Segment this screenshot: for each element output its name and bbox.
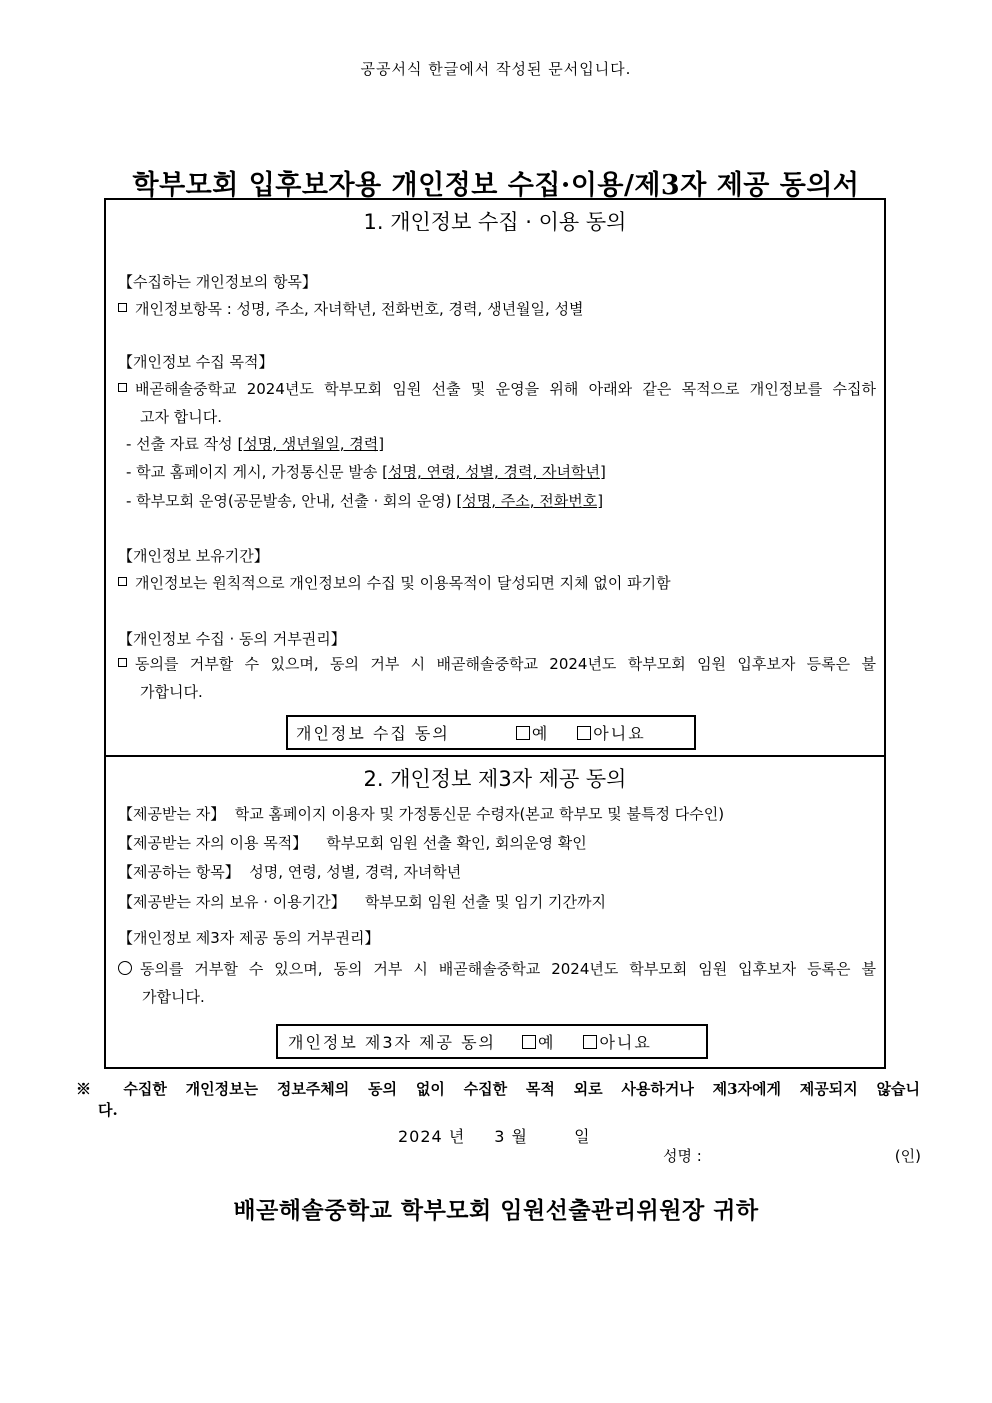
provided-items-line [118, 861, 461, 882]
checkbox-icon[interactable] [577, 726, 591, 740]
refusal-line1: 동의를 거부할 수 있으며, 동의 거부 시 배곧해솔중학교 2024년도 학부모회 임원 입후보자 등록은 불 [135, 655, 876, 673]
yes-label: 예 [531, 724, 550, 743]
purpose-line2: 고자 합니다. [140, 408, 222, 426]
date-year-unit: 년 [448, 1127, 466, 1146]
purpose-item-text: - 선출 자료 작성 [126, 435, 238, 453]
square-bullet-icon [118, 303, 127, 312]
refusal-paragraph [118, 650, 876, 706]
consent-form-box [104, 198, 886, 1069]
items-line [118, 298, 584, 319]
section1-heading: 1. 개인정보 수집 · 이용 동의 [363, 210, 627, 234]
section-collection-consent [106, 200, 884, 757]
third-party-refusal-label: 【개인정보 제3자 제공 동의 거부권리】 [118, 929, 380, 947]
use-purpose-text: 학부모회 임원 선출 확인, 회의운영 확인 [326, 834, 587, 852]
collection-agree-no[interactable] [577, 721, 645, 744]
date-month[interactable]: 3 [494, 1127, 506, 1146]
checkbox-icon[interactable] [516, 726, 530, 740]
retention-period-text: 학부모회 임원 선출 및 임기 기간까지 [364, 893, 607, 911]
retention-label: 【개인정보 보유기간】 [118, 547, 269, 565]
purpose-item-1 [126, 433, 384, 454]
signature-line [663, 1145, 921, 1166]
no-label: 아니요 [593, 724, 646, 743]
third-party-refusal-line1: 동의를 거부할 수 있으며, 동의 거부 시 배곧해솔중학교 2024년도 학부모회 임원 입후보자 등록은 불 [140, 960, 876, 978]
square-bullet-icon [118, 577, 127, 586]
provided-items-label: 【제공하는 항목】 [118, 863, 240, 881]
refusal-line2: 가합니다. [140, 683, 203, 701]
yes-label: 예 [538, 1033, 556, 1052]
third-party-agree-label: 개인정보 제3자 제공 동의 [288, 1033, 496, 1052]
retention-text: 개인정보는 원칙적으로 개인정보의 수집 및 이용목적이 달성되면 지체 없이 파기함 [135, 574, 671, 592]
no-label: 아니요 [599, 1033, 652, 1052]
third-party-agree-yes[interactable] [522, 1030, 555, 1053]
notice-line1: ※ 수집한 개인정보는 정보주체의 동의 없이 수집한 목적 외로 사용하거나 제3자에게 제공되지 않습니 [76, 1080, 920, 1098]
collection-agree-box [286, 715, 696, 750]
purpose-item-detail: [성명, 주소, 전화번호] [456, 492, 604, 510]
retention-period-line [118, 891, 606, 912]
provided-items-text: 성명, 연령, 성별, 경력, 자녀학년 [249, 863, 462, 881]
third-party-refusal-line2: 가합니다. [142, 988, 205, 1006]
purpose-item-text: - 학교 홈페이지 게시, 가정통신문 발송 [126, 463, 383, 481]
date-line [398, 1124, 591, 1147]
date-day-unit: 일 [574, 1127, 591, 1146]
section-third-party-consent [106, 757, 884, 1067]
refusal-label: 【개인정보 수집 · 동의 거부권리】 [118, 630, 346, 648]
purpose-item-3 [126, 490, 603, 511]
checkbox-icon[interactable] [583, 1035, 597, 1049]
checkbox-icon[interactable] [522, 1035, 536, 1049]
date-month-unit: 월 [511, 1127, 528, 1146]
recipient-text: 학교 홈페이지 이용자 및 가정통신문 수령자(본교 학부모 및 불특정 다수인) [234, 805, 725, 823]
collection-agree-yes[interactable] [516, 721, 549, 744]
purpose-item-detail: [성명, 연령, 성별, 경력, 자녀학년] [382, 463, 606, 481]
purpose-item-detail: [성명, 생년월일, 경력] [237, 435, 385, 453]
purpose-paragraph [118, 375, 876, 431]
items-label: 【수집하는 개인정보의 항목】 [118, 273, 317, 291]
retention-period-label: 【제공받는 자의 보유 · 이용기간】 [118, 893, 346, 911]
notice-line2: 다. [98, 1101, 118, 1119]
square-bullet-icon [118, 658, 127, 667]
addressee: 배곧해솔중학교 학부모회 임원선출관리위원장 귀하 [233, 1197, 759, 1224]
circle-bullet-icon [118, 961, 132, 975]
retention-line [118, 572, 671, 593]
date-year: 2024 [398, 1127, 443, 1146]
purpose-label: 【개인정보 수집 목적】 [118, 353, 274, 371]
square-bullet-icon [118, 383, 127, 392]
third-party-refusal-paragraph [118, 955, 876, 1011]
third-party-agree-no[interactable] [583, 1030, 651, 1053]
use-purpose-label: 【제공받는 자의 이용 목적】 [118, 834, 308, 852]
purpose-item-2 [126, 461, 606, 482]
header-note: 공공서식 한글에서 작성된 문서입니다. [360, 60, 632, 78]
purpose-item-text: - 학부모회 운영(공문발송, 안내, 선출 · 회의 운영) [126, 492, 457, 510]
collection-agree-label: 개인정보 수집 동의 [296, 724, 450, 743]
section2-heading: 2. 개인정보 제3자 제공 동의 [363, 767, 627, 791]
purpose-line1: 배곧해솔중학교 2024년도 학부모회 임원 선출 및 운영을 위해 아래와 같은 목적으로 개인정보를 수집하 [135, 380, 876, 398]
recipient-label: 【제공받는 자】 [118, 805, 226, 823]
third-party-agree-box [276, 1024, 708, 1059]
items-text: 개인정보항목 : 성명, 주소, 자녀학년, 전화번호, 경력, 생년월일, 성별 [135, 300, 584, 318]
seal-mark: (인) [894, 1147, 921, 1165]
signature-label: 성명 : [663, 1147, 702, 1165]
recipient-line [118, 803, 724, 824]
use-purpose-line [118, 832, 587, 853]
privacy-notice [76, 1079, 920, 1121]
document-title: 학부모회 입후보자용 개인정보 수집·이용/제3자 제공 동의서 [132, 170, 860, 201]
